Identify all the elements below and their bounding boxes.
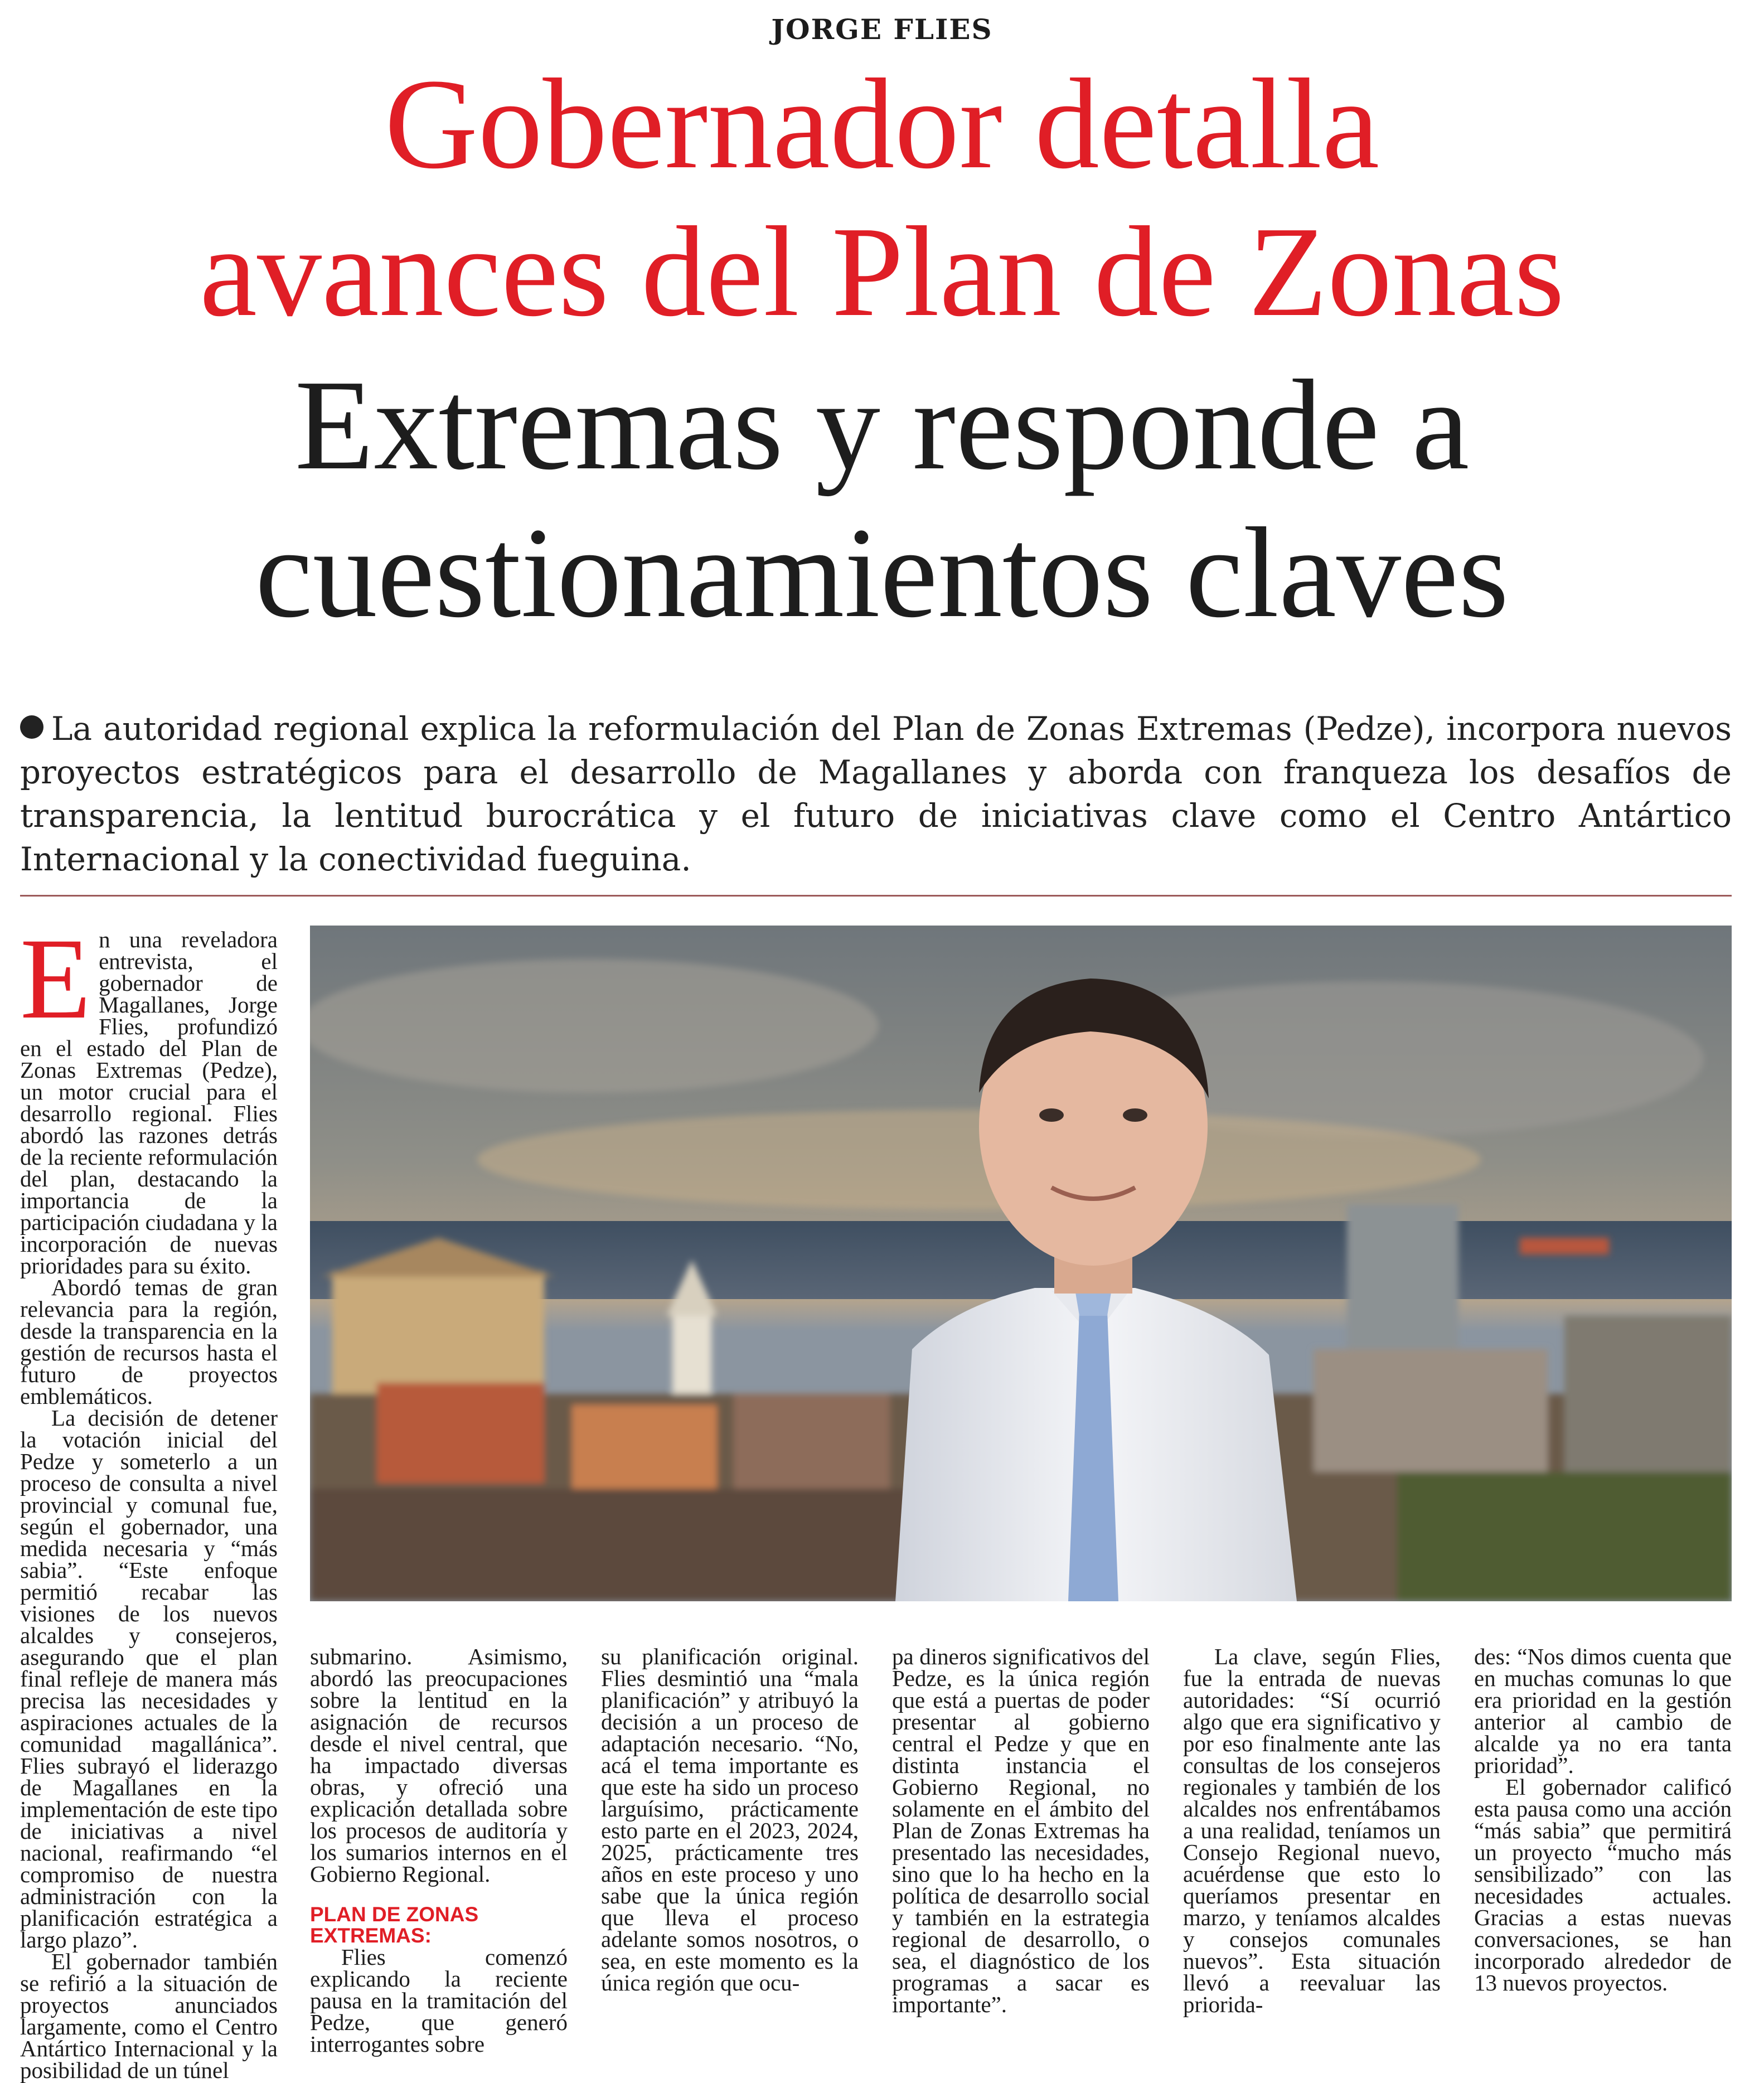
paragraph: des: “Nos dimos cuenta que en muchas comunas lo que era prioridad en la gestión anterior al cambio de alcalde ya no era tanta prioridad”. <box>1474 1644 1732 1778</box>
headline-line-2: avances del Plan de Zonas <box>199 200 1564 343</box>
paragraph: La clave, según Flies, fue la entrada de nuevas autoridades: “Sí ocurrió algo que era significativo y por eso finalmente ante las consultas de los consejeros regionales y también de los alcaldes nos enfrentábamos a una realidad, teníamos un Consejo Regional nuevo, acuérdense que esto lo queríamos presentar en marzo, y teníamos alcaldes y consejos comunales nuevos”. Esta situación llevó a reevaluar las priorida- <box>1183 1644 1441 2017</box>
lead-paragraph <box>20 707 1732 881</box>
portrait-illustration <box>310 926 1732 1601</box>
article-column-6 <box>1474 1646 1732 1994</box>
lead-text: La autoridad regional explica la reformulación del Plan de Zonas Extremas (Pedze), incorpora nuevos proyectos estratégicos para el desarrollo de Magallanes y aborda con franqueza los desafíos de transparencia, la lentitud burocrática y el futuro de iniciativas clave como el Centro Antártico Internacional y la conectividad fueguina. <box>20 710 1732 878</box>
portrait-photo <box>310 926 1732 1601</box>
headline-line-4: cuestionamientos claves <box>255 501 1509 645</box>
article-column-5 <box>1183 1646 1441 2016</box>
paragraph: Flies comenzó explicando la reciente pausa en la tramitación del Pedze, que generó interrogantes sobre <box>310 1944 568 2057</box>
divider <box>20 895 1732 897</box>
headline-line-1: Gobernador detalla <box>384 52 1380 196</box>
paragraph: Abordó temas de gran relevancia para la región, desde la transparencia en la gestión de recursos hasta el futuro de proyectos emblemáticos. <box>20 1275 278 1409</box>
article-column-2 <box>310 1646 568 2055</box>
paragraph: su planificación original. Flies desmintió una “mala planificación” y atribuyó la decisión a un proceso de adaptación necesario. “No, acá el tema importante es que este ha sido un proceso larguísimo, prácticamente esto parte en el 2023, 2024, 2025, prácticamente tres años en este proceso y uno sabe que la única región que lleva el proceso adelante somos nosotros, o sea, en este momento es la única región que ocu- <box>601 1644 859 1995</box>
section-subhead: PLAN DE ZONAS EXTREMAS: <box>310 1903 479 1947</box>
bullet-icon <box>20 715 43 739</box>
headline-line-3: Extremas y responde a <box>294 353 1470 497</box>
paragraph: La decisión de detener la votación inicial del Pedze y someterlo a un proceso de consulta a nivel provincial y comunal fue, según el gobernador, una medida necesaria y “más sabia”. “Este enfoque permitió recabar las visiones de los nuevos alcaldes y consejeros, asegurando que el plan final refleje de manera más precisa las necesidades y aspiraciones actuales de la comunidad magallánica”. Flies subrayó el liderazgo de Magallanes en la implementación de este tipo de iniciativas a nivel nacional, reafirmando “el compromiso de nuestra administración con la planificación estratégica a largo plazo”. <box>20 1405 278 1953</box>
article-column-3 <box>601 1646 859 1994</box>
paragraph: El gobernador calificó esta pausa como una acción “más sabia” que permitirá un proyecto “mucho más sensibilizado” con las necesidades actuales. Gracias a estas nuevas conversaciones, se han incorporado alrededor de 13 nuevos proyectos. <box>1474 1774 1732 1995</box>
paragraph: n una reveladora entrevista, el gobernador de Magallanes, Jorge Flies, profundizó en el estado del Plan de Zonas Extremas (Pedze), un motor crucial para el desarrollo regional. Flies abordó las razones detrás de la reciente reformulación del plan, destacando la importancia de la participación ciudadana y la incorporación de nuevas prioridades para su éxito. <box>20 927 278 1278</box>
article-column-4 <box>892 1646 1150 2016</box>
dropcap: E <box>20 914 91 1043</box>
paragraph: submarino. Asimismo, abordó las preocupaciones sobre la lentitud en la asignación de recursos desde el nivel central, que ha impactado diversas obras, y ofreció una explicación detallada sobre los procesos de auditoría y los sumarios internos en el Gobierno Regional. <box>310 1644 568 1887</box>
paragraph: El gobernador también se refirió a la situación de proyectos anunciados largamente, como el Centro Antártico Internacional y la posibilidad de un túnel <box>20 1949 278 2083</box>
kicker: JORGE FLIES <box>771 13 993 46</box>
article-column-1 <box>20 914 278 2083</box>
paragraph: pa dineros significativos del Pedze, es la única región que está a puertas de poder presentar al gobierno central el Pedze y que en distinta instancia el Gobierno Regional, no solamente en el ámbito del Plan de Zonas Extremas ha presentado las necesidades, sino que lo ha hecho en la política de desarrollo social y también en la estrategia regional de desarrollo, o sea, el diagnóstico de los programas a sacar es importante”. <box>892 1644 1150 2017</box>
